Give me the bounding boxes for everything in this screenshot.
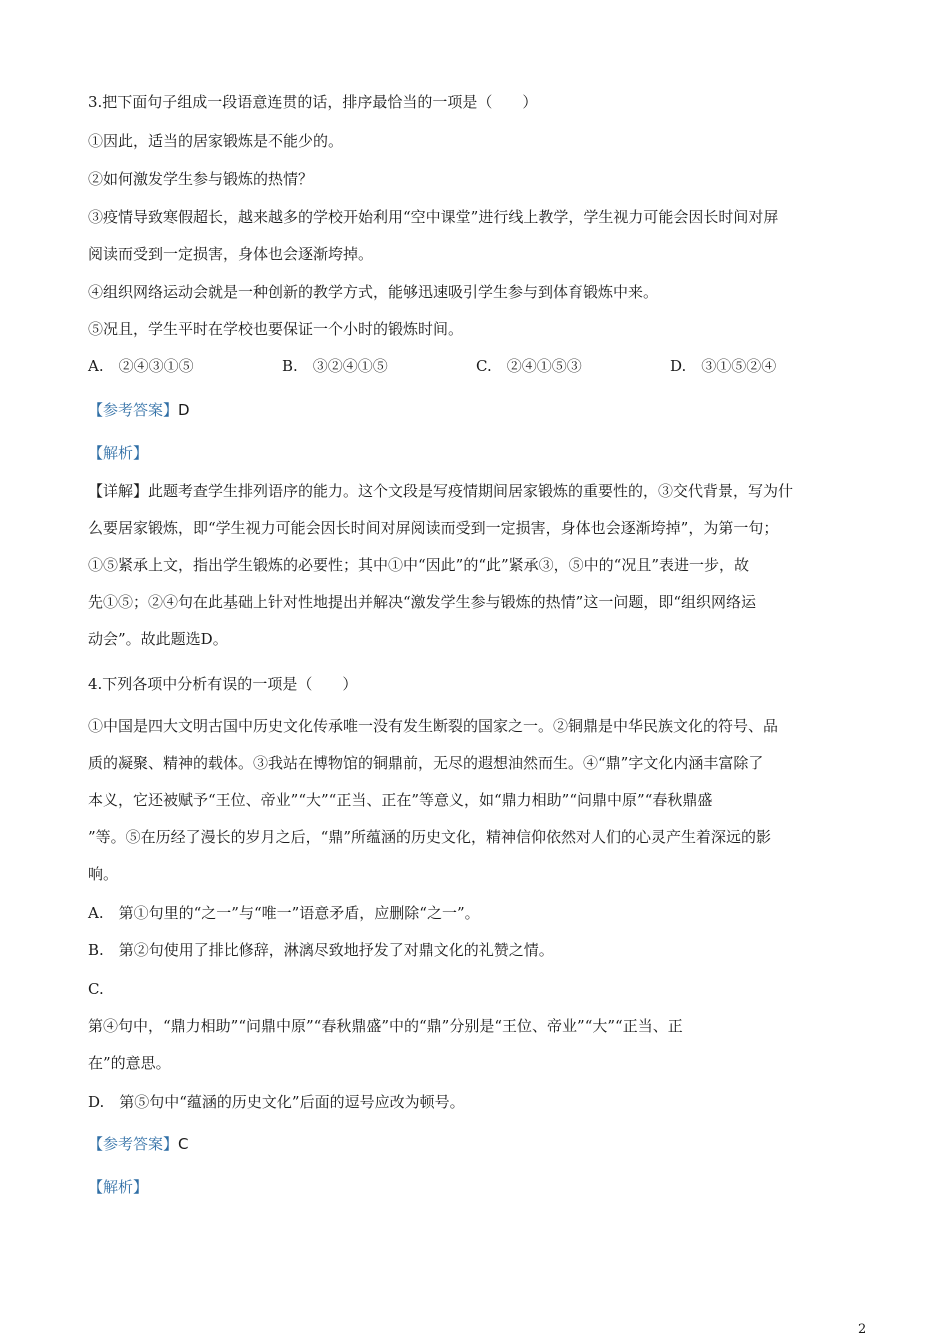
q3-answer bbox=[88, 400, 190, 420]
answer-label: 【参考答案】 bbox=[88, 1135, 179, 1153]
q3-option-a: A. ②④③①⑤ bbox=[88, 357, 194, 375]
q3-sentence-1: ①因此，适当的居家锻炼是不能少的。 bbox=[88, 132, 344, 150]
q4-option-d: D. 第⑤句中“蕴涵的历史文化”后面的逗号应改为顿号。 bbox=[88, 1093, 465, 1111]
q4-option-a: A. 第①句里的“之一”与“唯一”语意矛盾，应删除“之一”。 bbox=[88, 904, 480, 922]
q4-option-c-line-2: 在”的意思。 bbox=[88, 1054, 171, 1072]
q3-detail-line-5: 动会”。故此题选D。 bbox=[88, 630, 228, 648]
q4-option-b: B. 第②句使用了排比修辞，淋漓尽致地抒发了对鼎文化的礼赞之情。 bbox=[88, 941, 554, 959]
answer-value: D bbox=[178, 401, 190, 419]
q4-stem: 4.下列各项中分析有误的一项是（ ） bbox=[88, 675, 358, 693]
q3-sentence-5: ⑤况且，学生平时在学校也要保证一个小时的锻炼时间。 bbox=[88, 320, 464, 338]
q4-option-c-line-1: 第④句中，“鼎力相助”“问鼎中原”“春秋鼎盛”中的“鼎”分别是“王位、帝业”“大”“正当、正 bbox=[88, 1017, 683, 1035]
q4-passage-line-4: ”等。⑤在历经了漫长的岁月之后，“鼎”所蕴涵的历史文化，精神信仰依然对人们的心灵产生着深远的影 bbox=[88, 828, 772, 846]
detail-label: 【详解】 bbox=[88, 482, 149, 500]
answer-label: 【参考答案】 bbox=[88, 401, 179, 419]
q4-analysis-label: 【解析】 bbox=[88, 1178, 149, 1196]
q3-option-b: B. ③②④①⑤ bbox=[282, 357, 388, 375]
q4-passage-line-1: ①中国是四大文明古国中历史文化传承唯一没有发生断裂的国家之一。②铜鼎是中华民族文化的符号、品 bbox=[88, 717, 779, 735]
q3-option-c: C. ②④①⑤③ bbox=[476, 357, 582, 375]
q3-detail-line-3: ①⑤紧承上文，指出学生锻炼的必要性；其中①中“因此”的“此”紧承③，⑤中的“况且”表进一步，故 bbox=[88, 556, 750, 574]
q4-passage-line-5: 响。 bbox=[88, 865, 119, 883]
q3-option-d: D. ③①⑤②④ bbox=[670, 357, 777, 375]
answer-value: C bbox=[178, 1135, 189, 1153]
q3-detail-line-2: 么要居家锻炼，即“学生视力可能会因长时间对屏阅读而受到一定损害，身体也会逐渐垮掉”，为第一句； bbox=[88, 519, 779, 537]
q4-answer bbox=[88, 1134, 189, 1154]
q3-analysis-label: 【解析】 bbox=[88, 444, 149, 462]
q4-passage-line-3: 本义，它还被赋予“王位、帝业”“大”“正当、正在”等意义，如“鼎力相助”“问鼎中原”“春秋鼎盛 bbox=[88, 791, 713, 809]
q3-sentence-2: ②如何激发学生参与锻炼的热情？ bbox=[88, 170, 314, 188]
page-number: 2 bbox=[858, 1322, 867, 1337]
q3-detail-line-1: 【详解】此题考查学生排列语序的能力。这个文段是写疫情期间居家锻炼的重要性的，③交代背景，写为什 bbox=[88, 482, 794, 500]
q3-detail-line-4: 先①⑤；②④句在此基础上针对性地提出并解决“激发学生参与锻炼的热情”这一问题，即“组织网络运 bbox=[88, 593, 757, 611]
q4-option-c-label: C. bbox=[88, 980, 104, 998]
q3-sentence-4: ④组织网络运动会就是一种创新的教学方式，能够迅速吸引学生参与到体育锻炼中来。 bbox=[88, 283, 659, 301]
q3-stem: 3.把下面句子组成一段语意连贯的话，排序最恰当的一项是（ ） bbox=[88, 93, 538, 111]
q3-sentence-3b: 阅读而受到一定损害，身体也会逐渐垮掉。 bbox=[88, 245, 374, 263]
q3-sentence-3a: ③疫情导致寒假超长，越来越多的学校开始利用“空中课堂”进行线上教学，学生视力可能会因长时间对屏 bbox=[88, 208, 779, 226]
q4-passage-line-2: 质的凝聚、精神的载体。③我站在博物馆的铜鼎前，无尽的遐想油然而生。④“鼎”字文化内涵丰富除了 bbox=[88, 754, 764, 772]
